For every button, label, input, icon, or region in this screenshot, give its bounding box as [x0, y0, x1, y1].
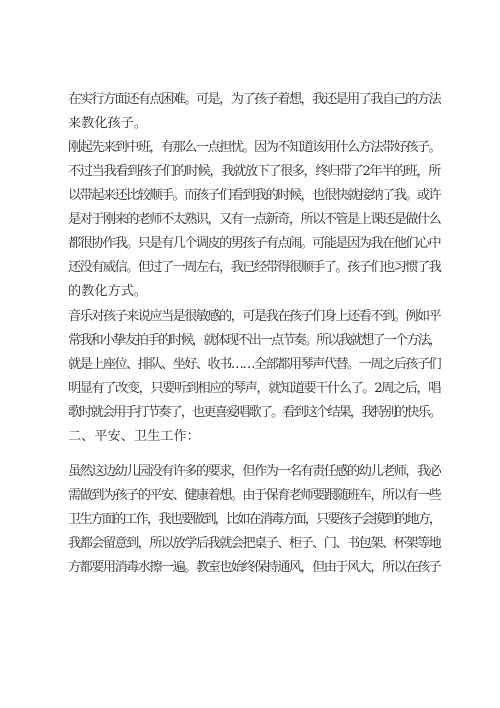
paragraph-middle-class — [68, 136, 440, 304]
text-line: 歌时就会用手打节奏了，也更喜爱唱歌了。看到这个结果，我特别的快乐。 — [68, 405, 441, 420]
text-line: 就是上座位、排队、坐好、收书……全部都用琴声代替。一周之后孩子们 — [68, 357, 441, 372]
text-line: 都很协作我。只是有几个调皮的男孩子有点闹。可能是因为我在他们心中 — [68, 236, 441, 251]
text-line: 音乐对孩子来说应当是很敏感的，可是我在孩子们身上还看不到。例如平 — [68, 309, 441, 324]
text-line: 方都要用消毒水擦一遍。教室也始终保持通风，但由于风大，所以在孩子 — [68, 560, 441, 575]
text-line: 的教化方式。 — [68, 284, 148, 299]
text-line: 卫生方面的工作，我也要做到，比如在消毒方面，只要孩子会摸到的地方， — [68, 512, 441, 527]
paragraph-music — [68, 305, 440, 425]
text-line: 以带起来还比较顺手。而孩子们看到我的时候，也很快就接纳了我。或许 — [68, 188, 441, 203]
section-heading — [68, 425, 440, 449]
text-line: 不过当我看到孩子们的时候，我就放下了很多，终归带了2年半的班，所 — [68, 164, 441, 179]
text-line: 是对于刚来的老师不太熟识，又有一点新奇，所以不管是上课还是做什么 — [68, 212, 441, 227]
paragraph-intro — [68, 88, 440, 136]
text-line: 虽然这边幼儿园没有许多的要求，但作为一名有责任感的幼儿老师，我必 — [68, 464, 441, 479]
heading-text: 二、平安、卫生工作： — [68, 429, 200, 444]
text-line: 在实行方面还有点困难。可是，为了孩子着想，我还是用了我自己的方法 — [68, 92, 441, 107]
text-line: 来教化孩子。 — [68, 116, 148, 131]
text-line: 常我和小挚友拍手的时候，就体现不出一点节奏。所以我就想了一个方法， — [68, 333, 441, 348]
text-line: 刚起先来到中班，有那么一点担忧。因为不知道该用什么方法带好孩子。 — [68, 140, 441, 155]
text-line: 我都会留意到，所以放学后我就会把桌子、柜子、门、书包架、杯架等地 — [68, 536, 441, 551]
text-line: 需做到为孩子的平安、健康着想。由于保育老师要跟随班车，所以有一些 — [68, 488, 441, 503]
text-line: 还没有威信。但过了一周左右，我已经带得很顺手了。孩子们也习惯了我 — [68, 260, 441, 275]
paragraph-safety — [68, 460, 440, 580]
text-line: 明显有了改变，只要听到相应的琴声，就知道要干什么了。2周之后，唱 — [68, 381, 441, 396]
